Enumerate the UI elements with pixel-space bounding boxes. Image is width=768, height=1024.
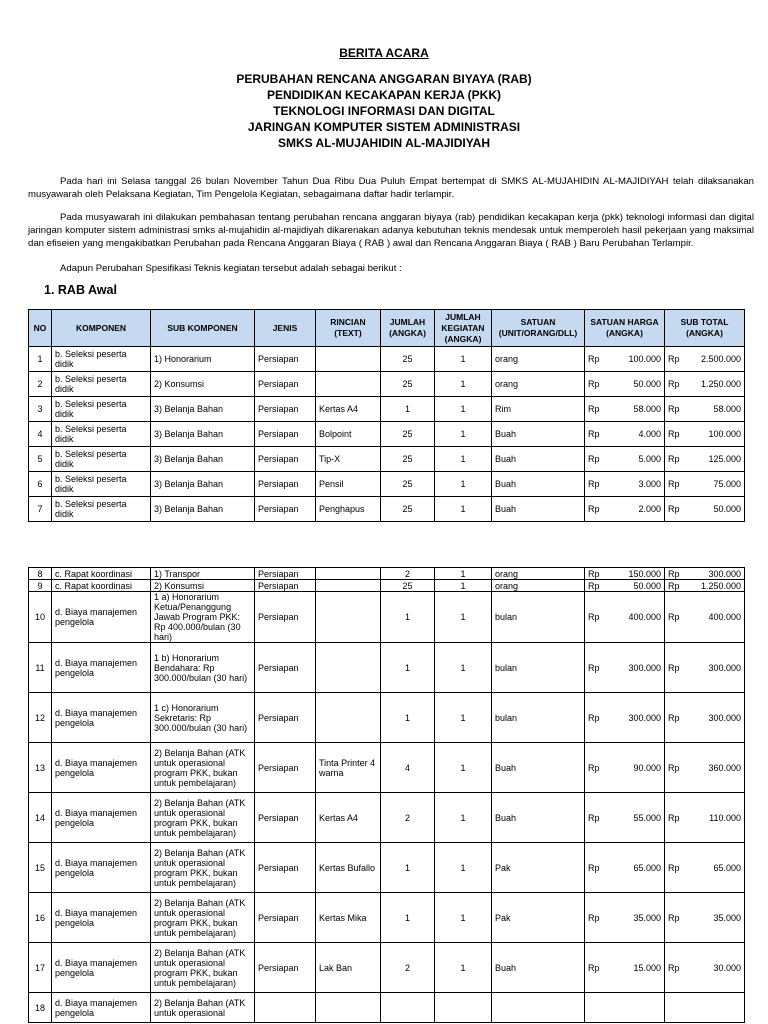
table-row [29,372,745,397]
amount-value: 35.000 [713,912,741,923]
no-cell: 6 [29,472,52,497]
sub-total-cell [665,447,745,472]
amount-value: 90.000 [633,762,661,773]
amount-value: 55.000 [633,812,661,823]
sub-komponen-cell: 1) Transpor [151,568,255,580]
currency-label: Rp [668,479,680,489]
kegiatan-cell: 1 [435,568,492,580]
amount-value: 35.000 [633,912,661,923]
kegiatan-cell: 1 [435,943,492,993]
header-cell: JUMLAH (ANGKA) [381,310,435,347]
table-row [29,592,745,643]
satuan-harga-cell [585,843,665,893]
sub-komponen-cell: 2) Belanja Bahan (ATK untuk operasional program PKK, bukan untuk pembelajaran) [151,843,255,893]
amount-value: 150.000 [628,568,661,579]
sub-komponen-cell: 3) Belanja Bahan [151,497,255,522]
sub-total-cell [665,592,745,643]
satuan-harga-cell [585,447,665,472]
table-header-row [29,310,745,347]
table-row [29,793,745,843]
currency-label: Rp [588,812,600,823]
jumlah-cell [381,993,435,1023]
satuan-harga-cell [585,693,665,743]
satuan-harga-cell [585,472,665,497]
currency-label: Rp [668,404,680,414]
jenis-cell: Persiapan [255,422,316,447]
jenis-cell: Persiapan [255,693,316,743]
table-row [29,943,745,993]
currency-label: Rp [588,379,600,389]
currency-label: Rp [668,429,680,439]
amount-value: 3.000 [638,479,661,489]
header-cell: SUB TOTAL (ANGKA) [665,310,745,347]
komponen-cell: d. Biaya manajemen pengelola [52,893,151,943]
jumlah-cell: 1 [381,397,435,422]
no-cell: 9 [29,580,52,592]
rincian-cell [316,372,381,397]
amount-value: 100.000 [628,354,661,364]
satuan-harga-cell [585,993,665,1023]
satuan-harga-cell [585,580,665,592]
currency-label: Rp [588,580,600,591]
table-row [29,743,745,793]
rincian-cell [316,568,381,580]
satuan-harga-cell [585,643,665,693]
paragraph-1: Pada hari ini Selasa tanggal 26 bulan November Tahun Dua Ribu Dua Puluh Empat bertempat di SMKS AL-MUJAHIDIN AL-MAJIDIYAH telah dilaksanakan musyawarah oleh Pelaksana Kegiatan, Tim Pengelola Kegiatan, sebagaimana daftar hadir terlampir. [28,176,754,200]
currency-label: Rp [588,612,600,622]
jumlah-cell: 25 [381,472,435,497]
kegiatan-cell [435,993,492,1023]
sub-total-cell [665,943,745,993]
table-row [29,893,745,943]
satuan-cell: Pak [492,843,585,893]
table-row [29,447,745,472]
satuan-harga-cell [585,893,665,943]
amount-value: 65.000 [713,862,741,873]
kegiatan-cell: 1 [435,580,492,592]
satuan-cell: orang [492,347,585,372]
no-cell: 10 [29,592,52,643]
no-cell: 8 [29,568,52,580]
amount-value: 15.000 [633,962,661,973]
amount-value: 2.000 [638,504,661,514]
no-cell: 14 [29,793,52,843]
amount-value: 4.000 [638,429,661,439]
kegiatan-cell: 1 [435,397,492,422]
amount-value: 1.250.000 [700,580,741,591]
satuan-cell: Buah [492,743,585,793]
amount-value: 75.000 [713,479,741,489]
amount-value: 100.000 [708,429,741,439]
satuan-cell: Buah [492,793,585,843]
sub-komponen-cell: 2) Konsumsi [151,372,255,397]
sub-total-cell [665,893,745,943]
sub-komponen-cell: 2) Konsumsi [151,580,255,592]
amount-value: 58.000 [713,404,741,414]
currency-label: Rp [588,862,600,873]
jumlah-cell: 1 [381,843,435,893]
komponen-cell: d. Biaya manajemen pengelola [52,693,151,743]
rincian-cell: Kertas Mika [316,893,381,943]
komponen-cell: c. Rapat koordinasi [52,580,151,592]
rab-table-bottom [28,567,745,1023]
subtitle-line: PENDIDIKAN KECAKAPAN KERJA (PKK) [266,88,501,102]
table-row [29,347,745,372]
satuan-harga-cell [585,497,665,522]
komponen-cell: d. Biaya manajemen pengelola [52,993,151,1023]
komponen-cell: d. Biaya manajemen pengelola [52,592,151,643]
jenis-cell: Persiapan [255,568,316,580]
subtitle-line: TEKNOLOGI INFORMASI DAN DIGITAL [273,104,495,118]
jenis-cell: Persiapan [255,580,316,592]
no-cell: 13 [29,743,52,793]
currency-label: Rp [668,662,680,673]
jumlah-cell: 1 [381,592,435,643]
table-row [29,843,745,893]
document-title: BERITA ACARA [339,46,429,60]
satuan-cell: orang [492,372,585,397]
no-cell: 3 [29,397,52,422]
sub-total-cell [665,843,745,893]
rincian-cell: Kertas A4 [316,397,381,422]
satuan-harga-cell [585,397,665,422]
kegiatan-cell: 1 [435,372,492,397]
amount-value: 300.000 [628,712,661,723]
header-cell: JENIS [255,310,316,347]
komponen-cell: b. Seleksi peserta didik [52,497,151,522]
jumlah-cell: 25 [381,497,435,522]
no-cell: 11 [29,643,52,693]
sub-total-cell [665,568,745,580]
sub-total-cell [665,472,745,497]
jenis-cell: Persiapan [255,592,316,643]
komponen-cell: d. Biaya manajemen pengelola [52,943,151,993]
kegiatan-cell: 1 [435,447,492,472]
sub-komponen-cell: 3) Belanja Bahan [151,397,255,422]
sub-komponen-cell: 2) Belanja Bahan (ATK untuk operasional program PKK, bukan untuk pembelajaran) [151,943,255,993]
jenis-cell: Persiapan [255,397,316,422]
currency-label: Rp [588,404,600,414]
sub-komponen-cell: 3) Belanja Bahan [151,422,255,447]
sub-komponen-cell: 1 b) Honorarium Bendahara: Rp 300.000/bulan (30 hari) [151,643,255,693]
amount-value: 50.000 [633,379,661,389]
satuan-harga-cell [585,422,665,447]
rincian-cell: Lak Ban [316,943,381,993]
rincian-cell: Bolpoint [316,422,381,447]
rincian-cell: Tip-X [316,447,381,472]
amount-value: 300.000 [628,662,661,673]
rincian-cell: Tinta Printer 4 warna [316,743,381,793]
sub-komponen-cell: 1 c) Honorarium Sekretaris: Rp 300.000/bulan (30 hari) [151,693,255,743]
komponen-cell: d. Biaya manajemen pengelola [52,643,151,693]
paragraph-2: Pada musyawarah ini dilakukan pembahasan tentang perubahan rencana anggaran biyaya (rab) pendidikan kecakapan kerja (pkk) teknologi informasi dan digital jaringan komputer sistem administrasi smks al-mujahidin al-majidiyah dikarenakan adanya kebutuhan teknis mendesak untuk memperoleh hasil pekerjaan yang maksimal dan efiseien yang mengakibatkan Perubahan pada Rencana Anggaran Biaya ( RAB ) awal dan Rencana Anggaran Biaya ( RAB ) Baru Perubahan Terlampir. [28,212,754,249]
section-heading: 1. RAB Awal [44,283,117,297]
kegiatan-cell: 1 [435,743,492,793]
amount-value: 300.000 [708,568,741,579]
satuan-cell: Buah [492,943,585,993]
sub-komponen-cell: 3) Belanja Bahan [151,472,255,497]
no-cell: 1 [29,347,52,372]
satuan-cell [492,993,585,1023]
jumlah-cell: 4 [381,743,435,793]
komponen-cell: d. Biaya manajemen pengelola [52,843,151,893]
jumlah-cell: 1 [381,693,435,743]
jumlah-cell: 2 [381,793,435,843]
sub-total-cell [665,743,745,793]
satuan-cell: Buah [492,447,585,472]
currency-label: Rp [668,812,680,823]
rincian-cell [316,347,381,372]
jenis-cell: Persiapan [255,447,316,472]
satuan-harga-cell [585,568,665,580]
table-row [29,397,745,422]
table-row [29,693,745,743]
subtitle-line: JARINGAN KOMPUTER SISTEM ADMINISTRASI [247,120,521,134]
jenis-cell: Persiapan [255,743,316,793]
jenis-cell: Persiapan [255,793,316,843]
currency-label: Rp [588,912,600,923]
sub-total-cell [665,422,745,447]
amount-value: 300.000 [708,712,741,723]
sub-komponen-cell: 2) Belanja Bahan (ATK untuk operasional program PKK, bukan untuk pembelajaran) [151,893,255,943]
jenis-cell: Persiapan [255,643,316,693]
komponen-cell: b. Seleksi peserta didik [52,472,151,497]
komponen-cell: b. Seleksi peserta didik [52,447,151,472]
table-row [29,568,745,580]
amount-value: 360.000 [708,762,741,773]
komponen-cell: d. Biaya manajemen pengelola [52,793,151,843]
currency-label: Rp [668,568,680,579]
amount-value: 300.000 [708,662,741,673]
no-cell: 4 [29,422,52,447]
amount-value: 58.000 [633,404,661,414]
jumlah-cell: 25 [381,422,435,447]
subtitle-line: SMKS AL-MUJAHIDIN AL-MAJIDIYAH [277,136,490,150]
currency-label: Rp [668,912,680,923]
currency-label: Rp [588,429,600,439]
table-row [29,497,745,522]
rincian-cell [316,580,381,592]
sub-total-cell [665,793,745,843]
header-cell: SUB KOMPONEN [151,310,255,347]
amount-value: 400.000 [708,612,741,622]
sub-komponen-cell: 1) Honorarium [151,347,255,372]
currency-label: Rp [668,379,680,389]
rincian-cell [316,643,381,693]
currency-label: Rp [588,454,600,464]
sub-komponen-cell: 2) Belanja Bahan (ATK untuk operasional [151,993,255,1023]
table-row [29,580,745,592]
subtitle-block [0,71,768,151]
sub-komponen-cell: 3) Belanja Bahan [151,447,255,472]
amount-value: 400.000 [628,612,661,622]
header-cell: JUMLAH KEGIATAN (ANGKA) [435,310,492,347]
komponen-cell: b. Seleksi peserta didik [52,422,151,447]
sub-komponen-cell: 1 a) Honorarium Ketua/Penanggung Jawab Program PKK: Rp 400.000/bulan (30 hari) [151,592,255,643]
header-cell: SATUAN HARGA (ANGKA) [585,310,665,347]
currency-label: Rp [588,712,600,723]
rincian-cell: Kertas Bufallo [316,843,381,893]
sub-total-cell [665,397,745,422]
jenis-cell [255,993,316,1023]
satuan-harga-cell [585,943,665,993]
kegiatan-cell: 1 [435,592,492,643]
currency-label: Rp [588,568,600,579]
jumlah-cell: 25 [381,580,435,592]
currency-label: Rp [588,762,600,773]
amount-value: 1.250.000 [700,379,741,389]
rincian-cell: Penghapus [316,497,381,522]
amount-value: 50.000 [713,504,741,514]
komponen-cell: c. Rapat koordinasi [52,568,151,580]
sub-total-cell [665,693,745,743]
header-cell: SATUAN (UNIT/ORANG/DLL) [492,310,585,347]
satuan-harga-cell [585,743,665,793]
table-row [29,472,745,497]
table-row [29,993,745,1023]
satuan-harga-cell [585,793,665,843]
jenis-cell: Persiapan [255,943,316,993]
satuan-cell: Buah [492,472,585,497]
currency-label: Rp [668,504,680,514]
jumlah-cell: 25 [381,372,435,397]
satuan-cell: Buah [492,497,585,522]
jenis-cell: Persiapan [255,843,316,893]
sub-total-cell [665,372,745,397]
satuan-harga-cell [585,592,665,643]
satuan-cell: Buah [492,422,585,447]
sub-komponen-cell: 2) Belanja Bahan (ATK untuk operasional program PKK, bukan untuk pembelajaran) [151,743,255,793]
amount-value: 50.000 [633,580,661,591]
jumlah-cell: 25 [381,347,435,372]
kegiatan-cell: 1 [435,843,492,893]
amount-value: 2.500.000 [700,354,741,364]
kegiatan-cell: 1 [435,893,492,943]
currency-label: Rp [668,712,680,723]
sub-total-cell [665,643,745,693]
header-cell: NO [29,310,52,347]
komponen-cell: d. Biaya manajemen pengelola [52,743,151,793]
no-cell: 15 [29,843,52,893]
table-row [29,422,745,447]
satuan-harga-cell [585,372,665,397]
amount-value: 110.000 [709,812,741,823]
currency-label: Rp [668,962,680,973]
sub-total-cell [665,580,745,592]
satuan-cell: bulan [492,693,585,743]
kegiatan-cell: 1 [435,497,492,522]
satuan-cell: orang [492,580,585,592]
currency-label: Rp [588,354,600,364]
currency-label: Rp [588,962,600,973]
paragraph-3: Adapun Perubahan Spesifikasi Teknis kegiatan tersebut adalah sebagai berikut : [60,263,402,274]
amount-value: 30.000 [713,962,741,973]
subtitle-line: PERUBAHAN RENCANA ANGGARAN BIYAYA (RAB) [236,72,532,86]
rincian-cell [316,993,381,1023]
kegiatan-cell: 1 [435,347,492,372]
satuan-cell: Rim [492,397,585,422]
currency-label: Rp [668,354,680,364]
amount-value: 125.000 [708,454,741,464]
no-cell: 5 [29,447,52,472]
currency-label: Rp [668,762,680,773]
no-cell: 12 [29,693,52,743]
no-cell: 18 [29,993,52,1023]
jumlah-cell: 1 [381,893,435,943]
komponen-cell: b. Seleksi peserta didik [52,347,151,372]
jumlah-cell: 25 [381,447,435,472]
kegiatan-cell: 1 [435,693,492,743]
satuan-cell: Pak [492,893,585,943]
sub-total-cell [665,993,745,1023]
jenis-cell: Persiapan [255,347,316,372]
amount-value: 5.000 [638,454,661,464]
satuan-cell: bulan [492,592,585,643]
sub-total-cell [665,347,745,372]
currency-label: Rp [588,504,600,514]
sub-total-cell [665,497,745,522]
komponen-cell: b. Seleksi peserta didik [52,397,151,422]
header-cell: RINCIAN (TEXT) [316,310,381,347]
kegiatan-cell: 1 [435,793,492,843]
currency-label: Rp [588,479,600,489]
no-cell: 7 [29,497,52,522]
jenis-cell: Persiapan [255,497,316,522]
rincian-cell [316,693,381,743]
no-cell: 17 [29,943,52,993]
rincian-cell: Kertas A4 [316,793,381,843]
jumlah-cell: 2 [381,943,435,993]
no-cell: 16 [29,893,52,943]
jenis-cell: Persiapan [255,472,316,497]
table-row [29,643,745,693]
currency-label: Rp [588,662,600,673]
currency-label: Rp [668,454,680,464]
currency-label: Rp [668,612,680,622]
kegiatan-cell: 1 [435,422,492,447]
sub-komponen-cell: 2) Belanja Bahan (ATK untuk operasional program PKK, bukan untuk pembelajaran) [151,793,255,843]
satuan-cell: orang [492,568,585,580]
jenis-cell: Persiapan [255,893,316,943]
komponen-cell: b. Seleksi peserta didik [52,372,151,397]
jumlah-cell: 2 [381,568,435,580]
jenis-cell: Persiapan [255,372,316,397]
kegiatan-cell: 1 [435,643,492,693]
rincian-cell [316,592,381,643]
rab-table-top [28,309,745,522]
currency-label: Rp [668,580,680,591]
kegiatan-cell: 1 [435,472,492,497]
jumlah-cell: 1 [381,643,435,693]
satuan-harga-cell [585,347,665,372]
satuan-cell: bulan [492,643,585,693]
amount-value: 65.000 [633,862,661,873]
rincian-cell: Pensil [316,472,381,497]
currency-label: Rp [668,862,680,873]
header-cell: KOMPONEN [52,310,151,347]
no-cell: 2 [29,372,52,397]
